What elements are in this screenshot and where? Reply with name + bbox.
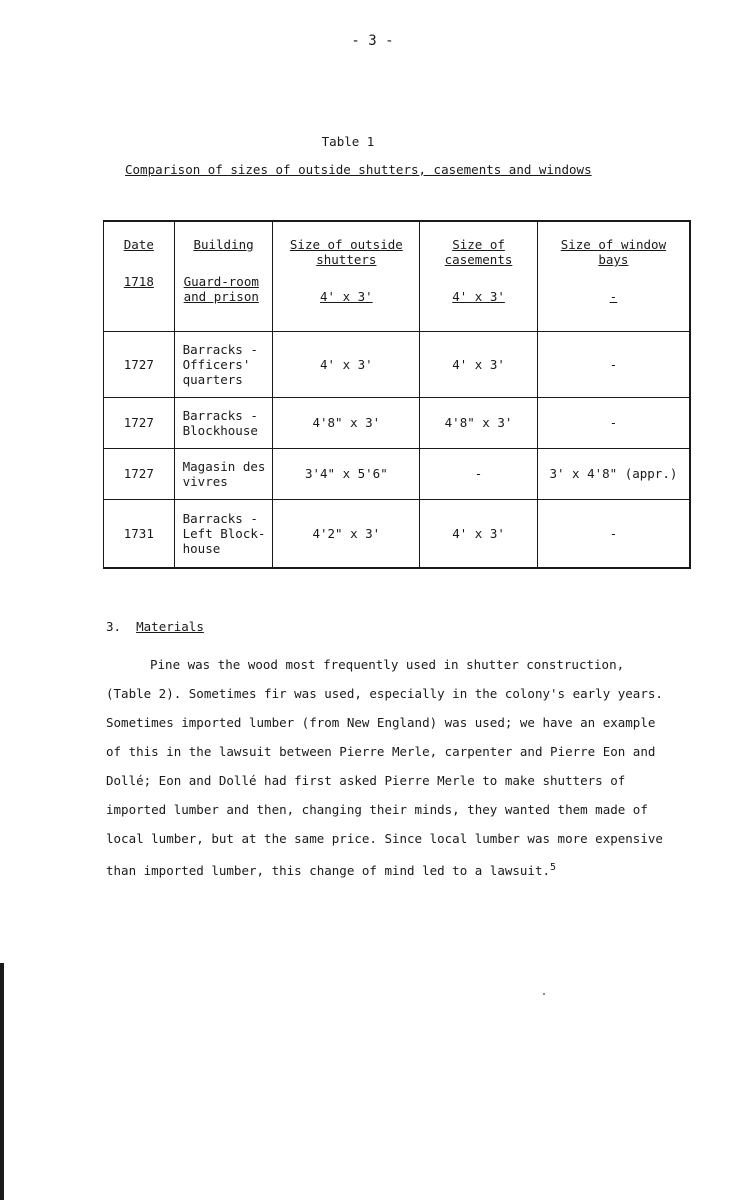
header-bays: Size of window bays - bbox=[537, 221, 690, 331]
cell-casements: 4' x 3' bbox=[420, 331, 538, 397]
cell-casements: - bbox=[420, 448, 538, 499]
table-row bbox=[104, 331, 691, 397]
header-date: Date 1718 bbox=[104, 221, 175, 331]
table-row bbox=[104, 397, 691, 448]
table-row bbox=[104, 448, 691, 499]
cell-date: 1727 bbox=[104, 397, 175, 448]
page-number: - 3 - bbox=[351, 33, 394, 49]
paragraph-line: (Table 2). Sometimes fir was used, especially in the colony's early years. bbox=[106, 686, 663, 701]
paragraph-line: Pine was the wood most frequently used in shutter construction, bbox=[150, 657, 625, 672]
cell-date: 1727 bbox=[104, 448, 175, 499]
section-title: Materials bbox=[136, 619, 204, 634]
table-label: Table 1 bbox=[321, 134, 375, 149]
scan-speck bbox=[543, 993, 545, 995]
paragraph-line: local lumber, but at the same price. Since local lumber was more expensive bbox=[106, 831, 663, 846]
section-number: 3. bbox=[106, 619, 122, 634]
section-heading bbox=[106, 619, 204, 634]
cell-building: Barracks - Left Block- house bbox=[174, 499, 273, 568]
scan-margin-bar bbox=[0, 963, 4, 1200]
header-casements: Size of casements 4' x 3' bbox=[420, 221, 538, 331]
paragraph-line: than imported lumber, this change of mind led to a lawsuit.$^5$ bbox=[106, 862, 557, 879]
cell-building: Barracks - Blockhouse bbox=[174, 397, 273, 448]
body-paragraph bbox=[106, 650, 666, 885]
cell-bays: - bbox=[537, 397, 690, 448]
footnote-ref: 5 bbox=[550, 862, 557, 873]
paragraph-line: imported lumber and then, changing their minds, they wanted them made of bbox=[106, 802, 648, 817]
cell-date: 1731 bbox=[104, 499, 175, 568]
paragraph-line: of this in the lawsuit between Pierre Merle, carpenter and Pierre Eon and bbox=[106, 744, 656, 759]
table-row bbox=[104, 499, 691, 568]
cell-shutters: 3'4" x 5'6" bbox=[273, 448, 420, 499]
cell-bays: 3' x 4'8" (appr.) bbox=[537, 448, 690, 499]
header-shutters: Size of outside shutters 4' x 3' bbox=[273, 221, 420, 331]
cell-shutters: 4' x 3' bbox=[273, 331, 420, 397]
cell-shutters: 4' x 3' bbox=[320, 289, 373, 304]
cell-date: 1727 bbox=[104, 331, 175, 397]
cell-bays: - bbox=[609, 289, 618, 304]
table-caption: Comparison of sizes of outside shutters, casements and windows bbox=[125, 162, 592, 177]
comparison-table bbox=[103, 220, 691, 569]
cell-shutters: 4'2" x 3' bbox=[273, 499, 420, 568]
cell-casements: 4' x 3' bbox=[452, 289, 505, 304]
cell-casements: 4' x 3' bbox=[420, 499, 538, 568]
cell-casements: 4'8" x 3' bbox=[420, 397, 538, 448]
cell-date: 1718 bbox=[123, 274, 154, 289]
paragraph-line: Sometimes imported lumber (from New England) was used; we have an example bbox=[106, 715, 656, 730]
header-building: Building Guard-room and prison bbox=[174, 221, 273, 331]
cell-shutters: 4'8" x 3' bbox=[273, 397, 420, 448]
cell-building: Guard-room and prison bbox=[183, 274, 259, 304]
cell-bays: - bbox=[537, 499, 690, 568]
cell-building: Barracks - Officers' quarters bbox=[174, 331, 273, 397]
paragraph-line: Dollé; Eon and Dollé had first asked Pierre Merle to make shutters of bbox=[106, 773, 626, 788]
cell-building: Magasin des vivres bbox=[174, 448, 273, 499]
cell-bays: - bbox=[537, 331, 690, 397]
